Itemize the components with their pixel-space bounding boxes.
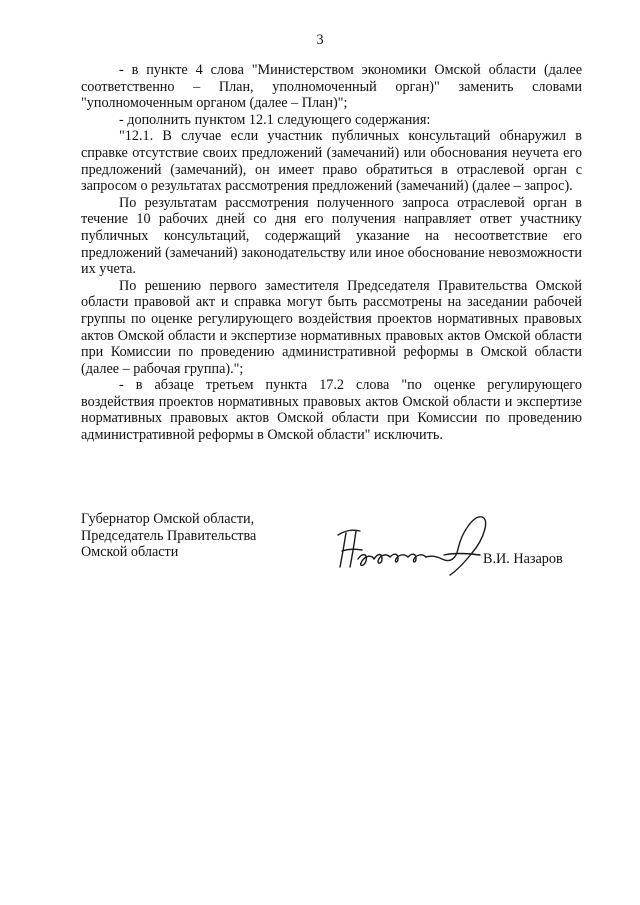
page-number: 3	[316, 32, 324, 48]
signatory-title	[81, 511, 281, 561]
paragraph-amendment-item-17-2: - в абзаце третьем пункта 17.2 слова "по оценке регулирующего воздействия проектов нормативных правовых актов Омской области и экспертизе нормативных правовых актов Омской области при Комиссии по проведению административной реформы в Омской области" исключить.	[81, 377, 582, 444]
signatory-title-line-2: Председатель Правительства	[81, 527, 257, 544]
signatory-title-line-3: Омской области	[81, 544, 179, 561]
paragraph-add-item-12-1: - дополнить пунктом 12.1 следующего содержания:	[119, 111, 431, 128]
signatory-title-line-1: Губернатор Омской области,	[81, 511, 255, 527]
document-body	[81, 62, 582, 444]
paragraph-amendment-item-4: - в пункте 4 слова "Министерством экономики Омской области (далее соответственно – План, уполномоченный орган)" заменить словами "уполномоченным органом (далее – План)";	[81, 62, 582, 112]
paragraph-item-12-1-text: "12.1. В случае если участник публичных консультаций обнаружил в справке отсутствие своих предложений (замечаний) или обоснования неучета его предложений (замечаний), он имеет право обратиться в отраслевой орган с запросом о результатах рассмотрения предложений (замечаний) (далее – запрос).	[81, 128, 582, 195]
paragraph-response-term: По результатам рассмотрения полученного запроса отраслевой орган в течение 10 рабочих дней со дня его получения направляет ответ участнику публичных консультаций, содержащий указание на несоответствие его предложений (замечаний) законодательству или иное обоснование невозможности их учета.	[81, 194, 582, 278]
handwritten-signature	[332, 509, 502, 589]
signatory-name: В.И. Назаров	[483, 551, 563, 567]
paragraph-working-group: По решению первого заместителя Председателя Правительства Омской области правовой акт и справка могут быть рассмотрены на заседании рабочей группы по оценке регулирующего воздействия проектов нормативных правовых актов Омской области и экспертизе нормативных правовых актов Омской области при Комиссии по проведению административной реформы в Омской области (далее – рабочая группа).";	[81, 277, 582, 377]
